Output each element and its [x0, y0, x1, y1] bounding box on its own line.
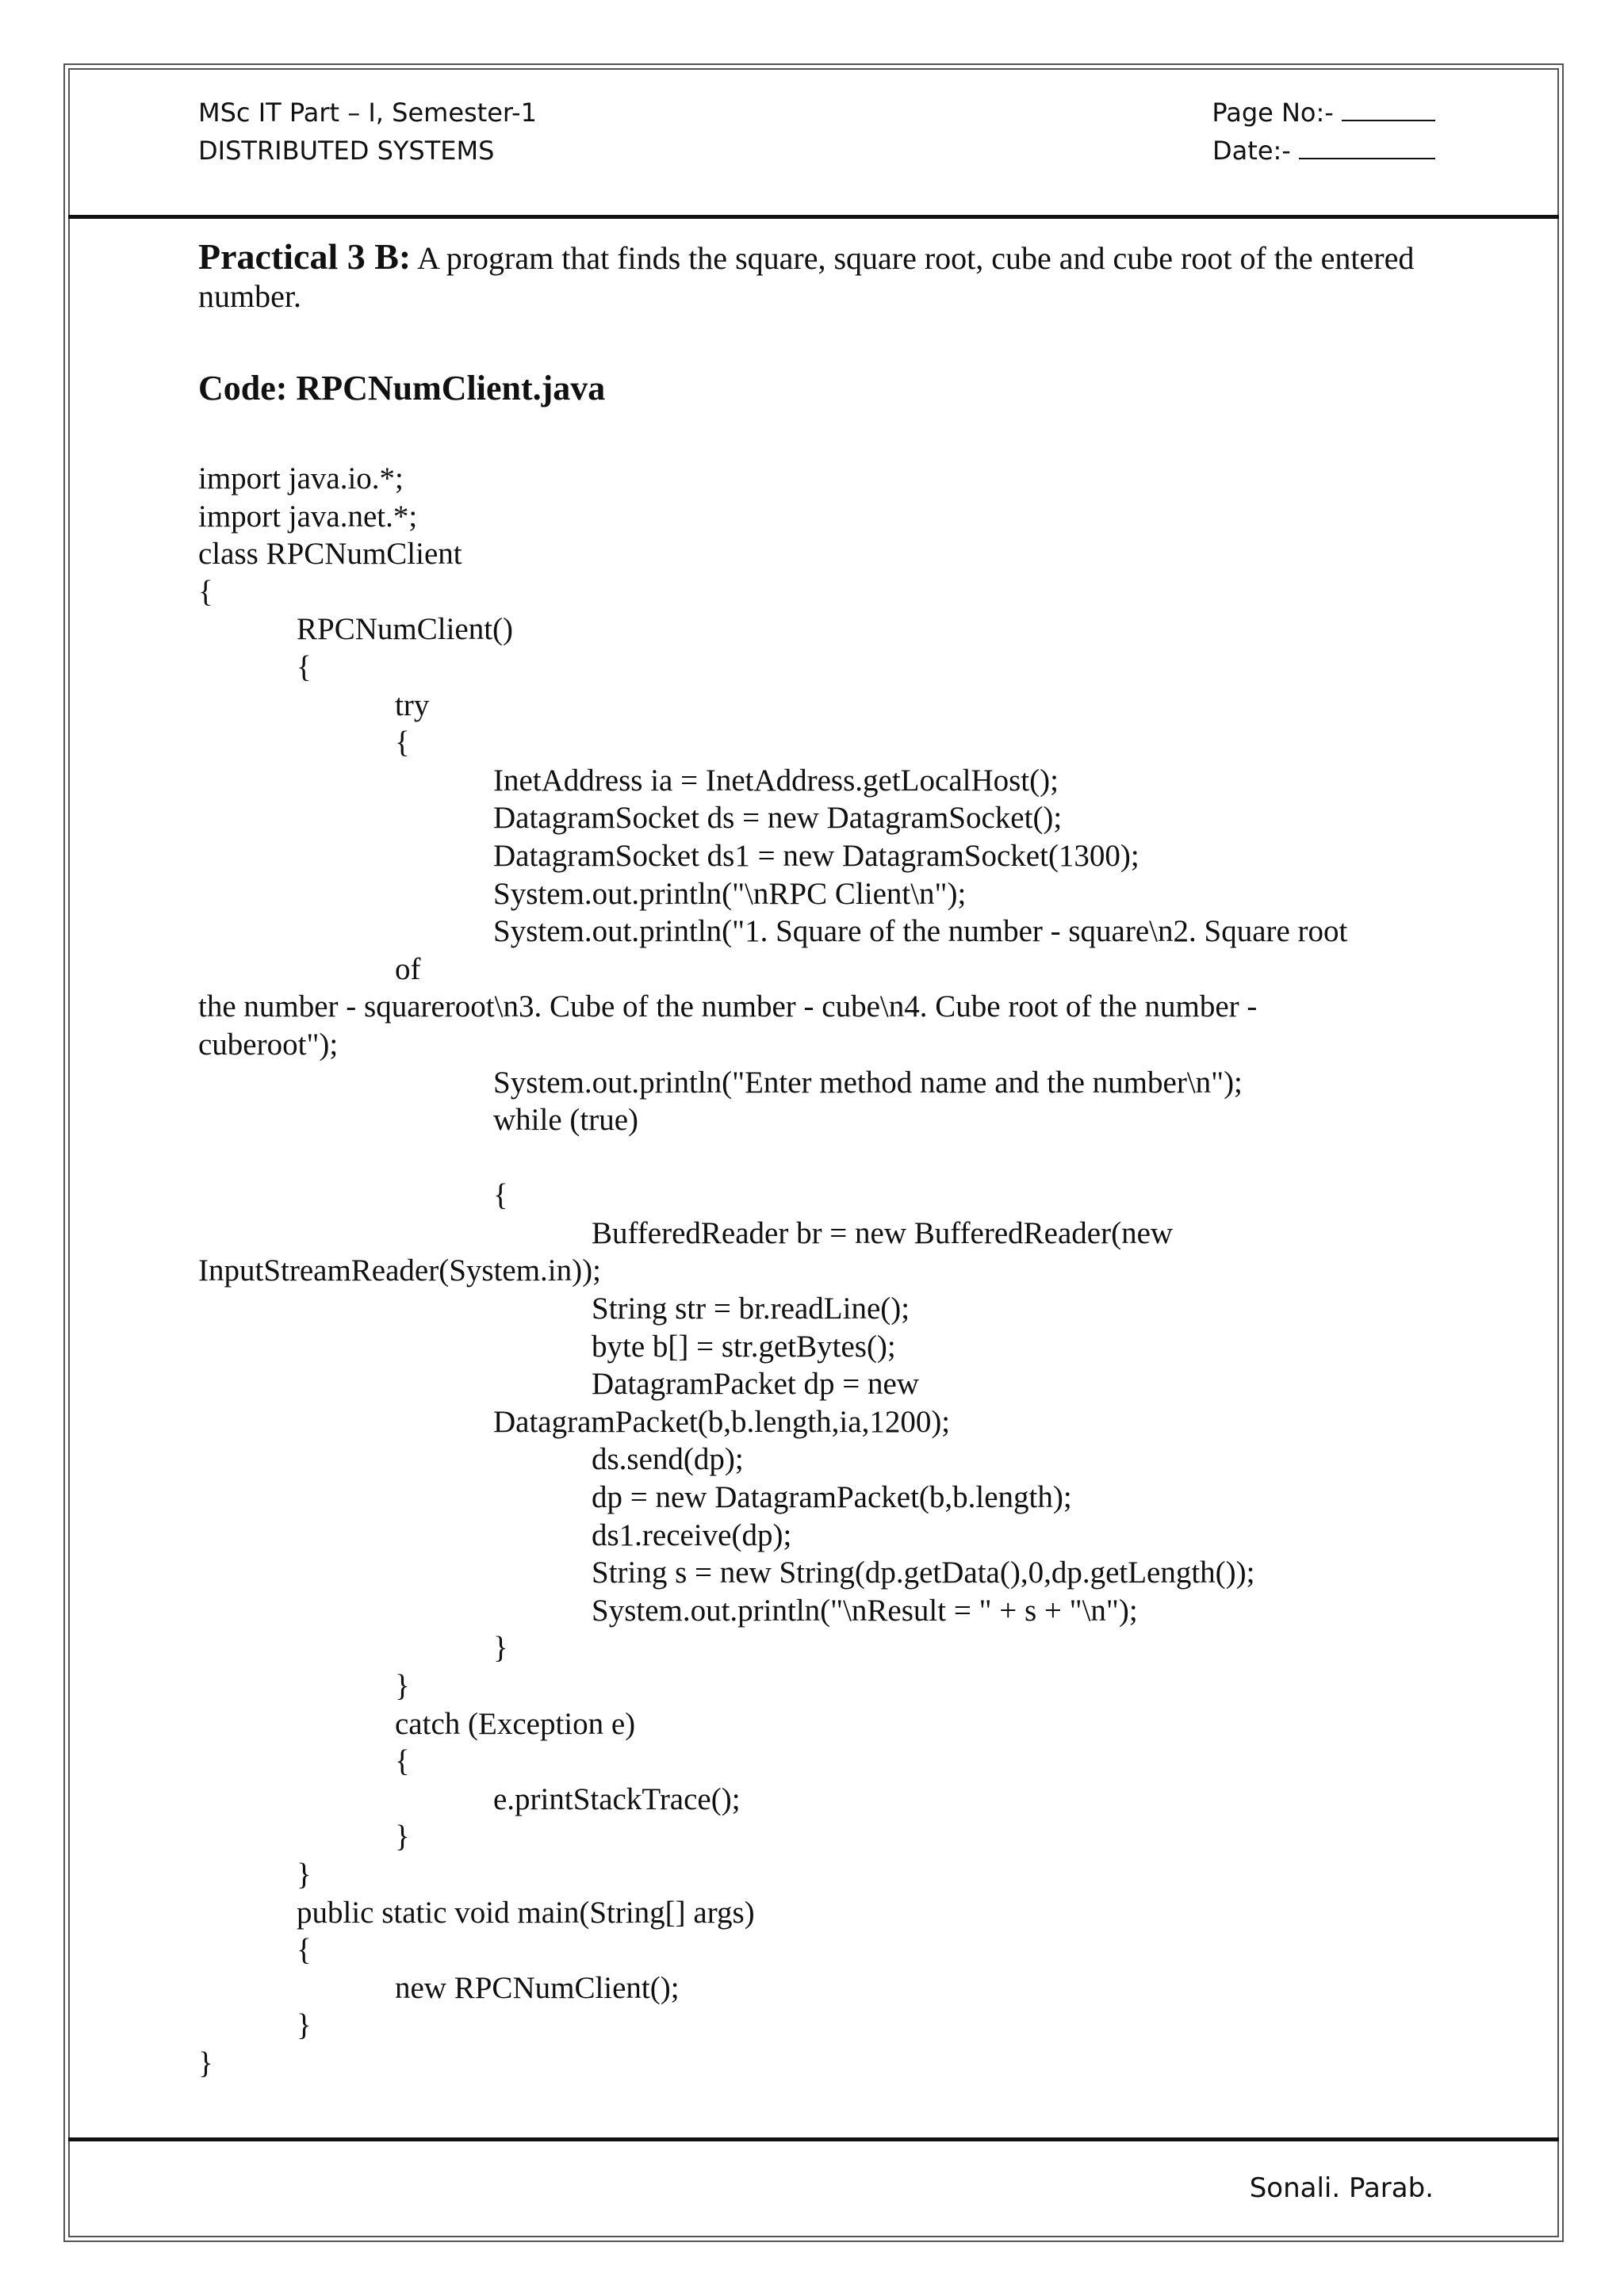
code-line: DatagramSocket ds = new DatagramSocket(); [493, 801, 1063, 836]
practical-label: Practical 3 B: [198, 236, 412, 277]
date-field [1212, 132, 1435, 170]
code-line: class RPCNumClient [198, 537, 462, 572]
code-line: byte b[] = str.getBytes(); [592, 1329, 896, 1364]
code-block [198, 460, 1435, 2083]
code-line: import java.net.*; [198, 499, 418, 534]
practical-description: A program that finds the square, square root, cube and cube root of the entered number. [198, 240, 1415, 314]
code-line: { [297, 1933, 312, 1968]
code-line: } [395, 1820, 410, 1854]
code-line: RPCNumClient() [297, 612, 514, 647]
code-line: System.out.println("\nResult = " + s + "\n"); [592, 1593, 1138, 1628]
code-line: } [198, 2045, 213, 2080]
code-line: import java.io.*; [198, 461, 404, 496]
code-line: } [395, 1669, 410, 1703]
code-line: e.printStackTrace(); [493, 1781, 741, 1816]
code-line: ds.send(dp); [592, 1442, 744, 1477]
code-line: { [493, 1178, 508, 1213]
page-number-label: Page No:- [1212, 98, 1342, 128]
practical-heading [198, 238, 1435, 316]
date-label: Date:- [1212, 136, 1299, 166]
code-line: DatagramPacket dp = new [592, 1367, 919, 1402]
code-line: new RPCNumClient(); [395, 1970, 680, 2005]
code-line: { [297, 649, 312, 684]
code-line: } [297, 1857, 312, 1892]
code-line: System.out.println("1. Square of the number - square\n2. Square root [493, 914, 1348, 949]
subject-name: DISTRIBUTED SYSTEMS [198, 136, 495, 166]
code-line: InetAddress ia = InetAddress.getLocalHost(); [493, 763, 1059, 798]
date-blank [1299, 136, 1435, 159]
code-line: System.out.println("\nRPC Client\n"); [493, 876, 967, 911]
code-line: String s = new String(dp.getData(),0,dp.getLength()); [592, 1556, 1255, 1590]
code-line: ds1.receive(dp); [592, 1517, 792, 1552]
code-line: String str = br.readLine(); [592, 1292, 910, 1326]
code-line: DatagramPacket(b,b.length,ia,1200); [493, 1404, 951, 1439]
footer-divider [68, 2137, 1559, 2141]
code-line: cuberoot"); [198, 1027, 339, 1062]
code-line: System.out.println("Enter method name and the number\n"); [493, 1065, 1243, 1100]
course-name: MSc IT Part – I, Semester-1 [198, 98, 537, 128]
code-line: the number - squareroot\n3. Cube of the number - cube\n4. Cube root of the number - [198, 989, 1258, 1024]
code-line: catch (Exception e) [395, 1706, 636, 1741]
author-name: Sonali. Parab. [1249, 2172, 1434, 2204]
page-content [198, 238, 1435, 2083]
code-line: } [297, 2008, 312, 2043]
code-line [198, 1139, 1435, 1177]
code-line: DatagramSocket ds1 = new DatagramSocket(1300); [493, 838, 1139, 873]
code-line: { [395, 1744, 410, 1779]
page-number-field [1212, 94, 1435, 132]
code-line: } [493, 1631, 508, 1666]
code-line: dp = new DatagramPacket(b,b.length); [592, 1480, 1072, 1515]
code-line: { [198, 574, 213, 609]
code-line: while (true) [493, 1103, 639, 1138]
code-line: public static void main(String[] args) [297, 1895, 755, 1930]
code-line: of [395, 951, 421, 986]
header-divider [68, 215, 1559, 219]
page-number-blank [1342, 98, 1435, 121]
code-line: BufferedReader br = new BufferedReader(new [592, 1215, 1174, 1250]
code-line: { [395, 725, 410, 760]
code-line: try [395, 687, 430, 722]
code-title: Code: RPCNumClient.java [198, 369, 606, 408]
code-line: InputStreamReader(System.in)); [198, 1253, 601, 1288]
